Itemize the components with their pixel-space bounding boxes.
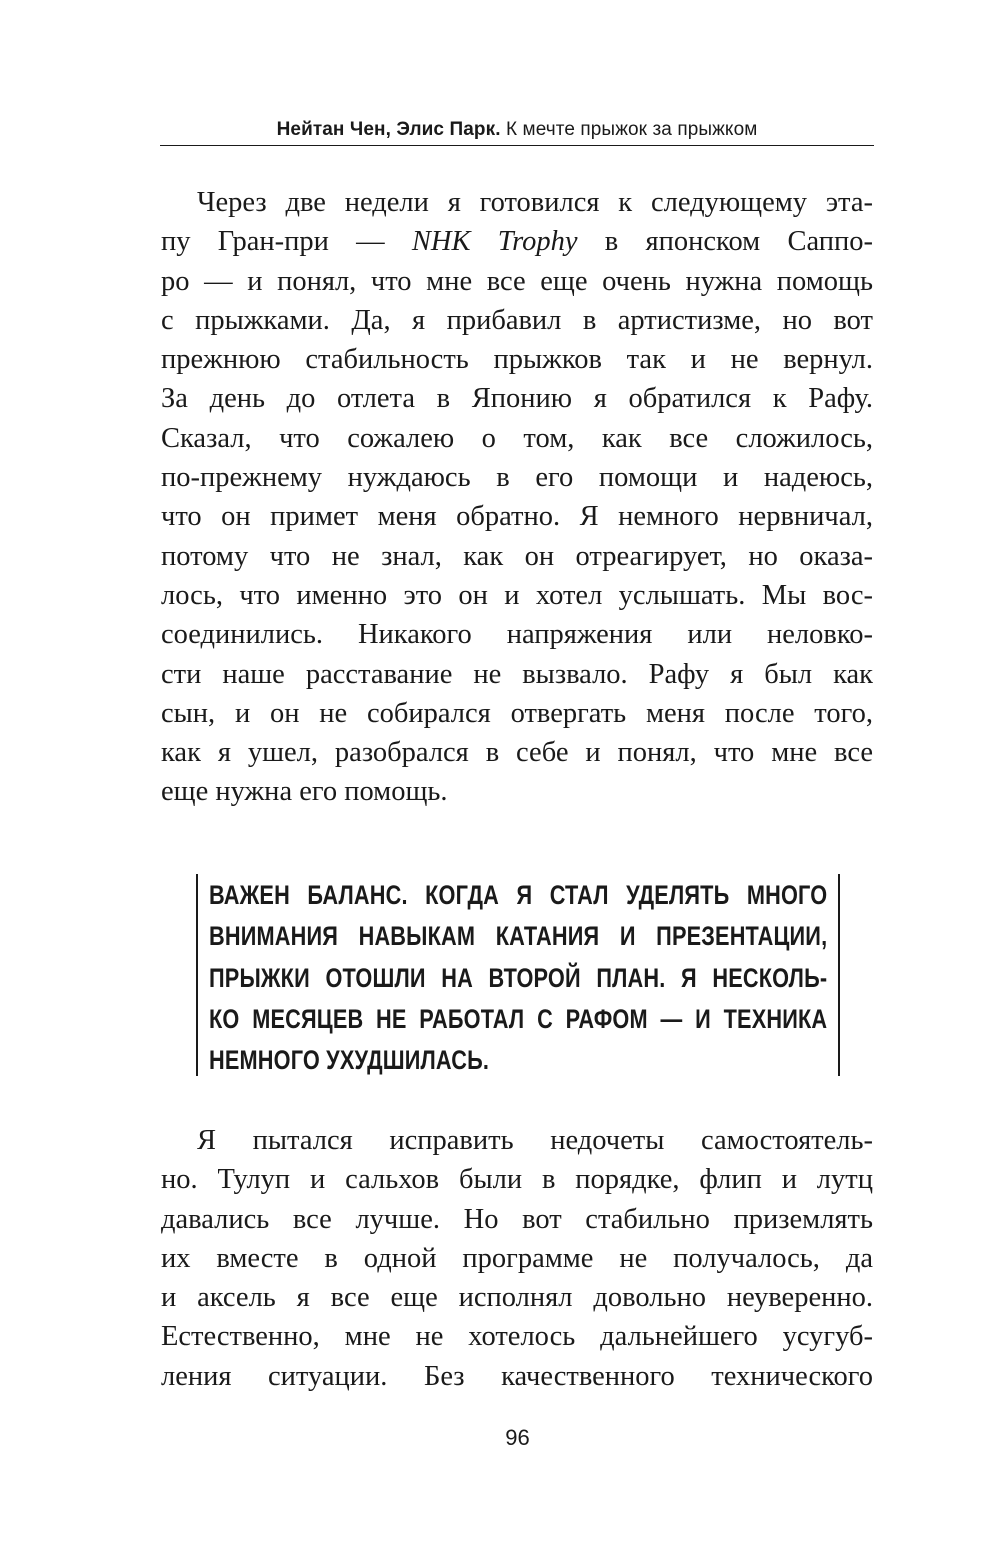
callout-line: ВАЖЕН БАЛАНС. КОГДА Я СТАЛ УДЕЛЯТЬ МНОГО — [209, 880, 828, 910]
text-line: как я ушел, разобрался в себе и понял, что мне все — [161, 737, 873, 769]
text-line: прежнюю стабильность прыжков так и не вернул. — [161, 344, 873, 376]
text-line: что он примет меня обратно. Я немного нервничал, — [161, 501, 873, 533]
header-authors: Нейтан Чен, Элис Парк. — [276, 119, 501, 140]
text-line: ления ситуации. Без качественного технического — [161, 1360, 873, 1392]
text-line: За день до отлета в Японию я обратился к Рафу. — [161, 383, 873, 415]
text-line: Сказал, что сожалею о том, как все сложилось, — [161, 422, 873, 454]
callout-line: ВНИМАНИЯ НАВЫКАМ КАТАНИЯ И ПРЕЗЕНТАЦИИ, — [209, 921, 828, 952]
text-line: сти наше расставание не вызвало. Рафу я был как — [161, 658, 873, 690]
page-number: 96 — [505, 1425, 530, 1450]
callout-line: КО МЕСЯЦЕВ НЕ РАБОТАЛ С РАФОМ — И ТЕХНИКА — [209, 1003, 828, 1034]
event-name: NHK Trophy — [411, 226, 578, 258]
paragraph-2 — [161, 1121, 873, 1396]
text-line: давались все лучше. Но вот стабильно приземлять — [161, 1203, 873, 1235]
paragraph-1 — [161, 183, 873, 812]
text-line: Я пытался исправить недочеты самостоятель- — [197, 1125, 873, 1156]
text-line: но. Тулуп и сальхов были в порядке, флип и лутц — [161, 1164, 873, 1196]
text-line: их вместе в одной программе не получалось, да — [161, 1242, 873, 1274]
header-book-title: К мечте прыжок за прыжком — [506, 119, 758, 140]
text-line: ро — и понял, что мне все еще очень нужна помощь — [161, 265, 873, 297]
text-line: Через две недели я готовился к следующему эта- — [197, 187, 873, 218]
text-line: еще нужна его помощь. — [161, 776, 448, 808]
callout-text — [209, 875, 828, 1081]
text-line: соединились. Никакого напряжения или неловко- — [161, 619, 873, 651]
text-line: потому что не знал, как он отреагирует, но оказа- — [161, 540, 873, 572]
text-line: Естественно, мне не хотелось дальнейшего усугуб- — [161, 1321, 873, 1353]
text-line: по-прежнему нуждаюсь в его помощи и надеюсь, — [161, 462, 873, 494]
header-rule — [160, 145, 874, 146]
running-head — [160, 118, 874, 142]
callout-line: ПРЫЖКИ ОТОШЛИ НА ВТОРОЙ ПЛАН. Я НЕСКОЛЬ- — [209, 962, 828, 993]
callout-box — [196, 874, 840, 1076]
callout-line: НЕМНОГО УХУДШИЛАСЬ. — [209, 1045, 490, 1076]
text-line: пу Гран-при — NHK Trophy в японском Саппо- — [161, 226, 873, 258]
text-line: с прыжками. Да, я прибавил в артистизме, но вот — [161, 304, 873, 336]
text-line: сын, и он не собирался отвергать меня после того, — [161, 697, 873, 729]
text-line: и аксель я все еще исполнял довольно неуверенно. — [161, 1282, 873, 1314]
text-line: лось, что именно это он и хотел услышать. Мы вос- — [161, 579, 873, 611]
